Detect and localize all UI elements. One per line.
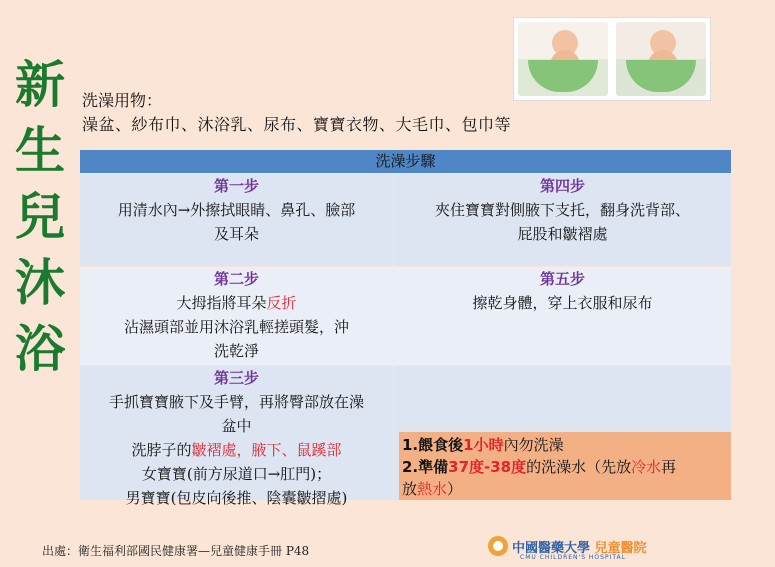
step-2-line1 — [80, 291, 393, 315]
note-1-highlight: 1小時 — [463, 436, 504, 454]
note-2-a: 2.準備 — [402, 458, 449, 476]
title-char-1: 新 — [15, 55, 65, 114]
title-char-3: 兒 — [15, 187, 65, 246]
baby-bath-photo-left — [518, 22, 608, 96]
step-3-line2: 盆中 — [221, 417, 252, 435]
step-2-cell — [80, 267, 393, 365]
step-1-line1: 用清水內→外擦拭眼睛、鼻孔、臉部 — [117, 201, 356, 219]
bath-notes — [399, 432, 731, 500]
step-4-cell — [394, 174, 731, 266]
note-1 — [402, 434, 728, 456]
note-3-hot: 熱水 — [417, 480, 448, 498]
step-2-line3: 洗乾淨 — [213, 342, 259, 360]
note-2-e: 再 — [661, 458, 677, 476]
title-char-5: 浴 — [15, 319, 65, 378]
baby-bath-photo-right — [616, 22, 706, 96]
step-4-line1: 夾住寶寶對側腋下支托，翻身洗背部、 — [434, 201, 690, 219]
step-3-line3-text: 洗脖子的 — [131, 441, 192, 459]
step-3-title: 第三步 — [213, 369, 259, 387]
step-3-line1: 手抓寶寶腋下及手臂，再將臀部放在澡 — [108, 393, 364, 411]
logo-name-a: 中國醫藥大學 — [512, 540, 591, 556]
step-5-cell — [394, 267, 731, 365]
table-header: 洗澡步驟 — [80, 150, 731, 173]
note-3-a: 放 — [402, 480, 418, 498]
step-2-line2: 沾濕頭部並用沐浴乳輕搓頭髮，沖 — [123, 318, 349, 336]
note-2-highlight: 37度-38度 — [448, 458, 527, 476]
note-2-c: 的洗澡水（先放 — [526, 458, 632, 476]
step-3-highlight: 皺褶處，腋下、鼠蹊部 — [191, 441, 342, 459]
title-char-4: 沐 — [15, 253, 65, 312]
step-2-line1-text: 大拇指將耳朵 — [176, 294, 267, 312]
step-2-title: 第二步 — [213, 270, 259, 288]
step-5-line1: 擦乾身體，穿上衣服和尿布 — [472, 294, 653, 312]
step-3-line5: 男寶寶(包皮向後推、陰囊皺摺處) — [125, 489, 348, 507]
step-1-line2: 及耳朵 — [213, 225, 259, 243]
supplies-items: 澡盆、紗布巾、沐浴乳、尿布、寶寶衣物、大毛巾、包巾等 — [82, 115, 512, 134]
logo-icon — [488, 536, 508, 556]
note-1-a: 1.餵食後 — [402, 436, 464, 454]
step-3-cell — [80, 366, 393, 507]
note-2-cold: 冷水 — [631, 458, 662, 476]
logo-text — [512, 537, 647, 556]
note-3 — [402, 478, 728, 500]
step-2-highlight: 反折 — [266, 294, 297, 312]
note-3-c: ） — [447, 480, 463, 498]
step-4-title: 第四步 — [539, 177, 585, 195]
hospital-logo — [488, 536, 647, 556]
bath-photos — [513, 17, 711, 101]
step-4-line2: 屁股和皺褶處 — [517, 225, 608, 243]
supplies-label: 洗澡用物： — [82, 91, 163, 110]
note-2 — [402, 456, 728, 478]
step-1-cell — [80, 174, 393, 266]
step-5-title: 第五步 — [539, 270, 585, 288]
step-3-line4: 女寶寶(前方尿道口→肛門)； — [141, 465, 332, 483]
note-1-c: 內勿洗澡 — [503, 436, 564, 454]
logo-name-b: 兒童醫院 — [594, 540, 647, 556]
step-3-line3 — [80, 438, 393, 462]
logo-subtitle: CMU CHILDREN'S HOSPITAL — [520, 554, 626, 561]
vertical-title — [4, 52, 76, 382]
title-char-2: 生 — [15, 121, 65, 180]
source-citation: 出處：衛生福利部國民健康署—兒童健康手冊 P48 — [42, 544, 310, 558]
step-1-title: 第一步 — [213, 177, 259, 195]
